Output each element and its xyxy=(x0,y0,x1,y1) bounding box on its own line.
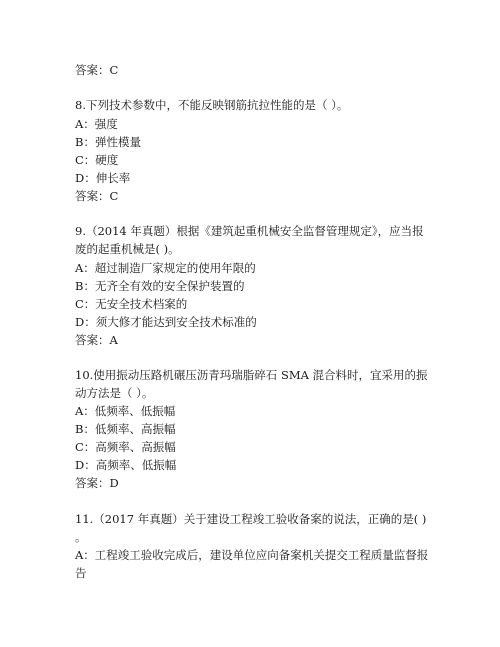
question-10-option-c: C：高频率、高振幅 xyxy=(75,440,176,454)
question-9-text-line-1: 9.（2014 年真题）根据《建筑起重机械安全监督管理规定》，应当报 xyxy=(75,224,424,238)
question-8-option-d: D：伸长率 xyxy=(75,171,131,185)
question-9-option-a: A：超过制造厂家规定的使用年限的 xyxy=(75,261,256,275)
answer-line-8: 答案：C xyxy=(75,189,119,203)
question-8-option-b: B：弹性模量 xyxy=(75,135,141,149)
question-10-text-line-2: 动方法是（ ）。 xyxy=(75,386,154,400)
question-8-option-a: A：强度 xyxy=(75,117,118,131)
question-9-option-d: D：须大修才能达到安全技术标准的 xyxy=(75,315,257,329)
question-10-option-d: D：高频率、低振幅 xyxy=(75,458,177,472)
question-9-text-line-2: 废的起重机械是( )。 xyxy=(75,242,180,256)
question-10-option-a: A：低频率、低振幅 xyxy=(75,404,176,418)
question-8-text: 8.下列技术参数中，不能反映钢筋抗拉性能的是（ ）。 xyxy=(75,98,349,112)
question-11-option-a-line-2: 告 xyxy=(75,566,87,580)
question-10-text-line-1: 10.使用振动压路机碾压沥青玛瑞脂碎石 SMA 混合料时，宜采用的振 xyxy=(75,368,428,382)
question-11-text-line-2: 。 xyxy=(75,530,87,544)
question-11-text-line-1: 11.（2017 年真题）关于建设工程竣工验收备案的说法，正确的是( ) xyxy=(75,512,427,526)
question-9-option-b: B：无齐全有效的安全保护装置的 xyxy=(75,279,245,293)
question-9-option-c: C：无安全技术档案的 xyxy=(75,297,188,311)
answer-line-9: 答案：A xyxy=(75,333,118,347)
answer-line-7: 答案：C xyxy=(75,63,119,77)
question-10-option-b: B：低频率、高振幅 xyxy=(75,422,176,436)
answer-line-10: 答案：D xyxy=(75,476,119,490)
question-11-option-a-line-1: A：工程竣工验收完成后，建设单位应向备案机关提交工程质量监督报 xyxy=(75,548,429,562)
question-8-option-c: C：硬度 xyxy=(75,153,119,167)
